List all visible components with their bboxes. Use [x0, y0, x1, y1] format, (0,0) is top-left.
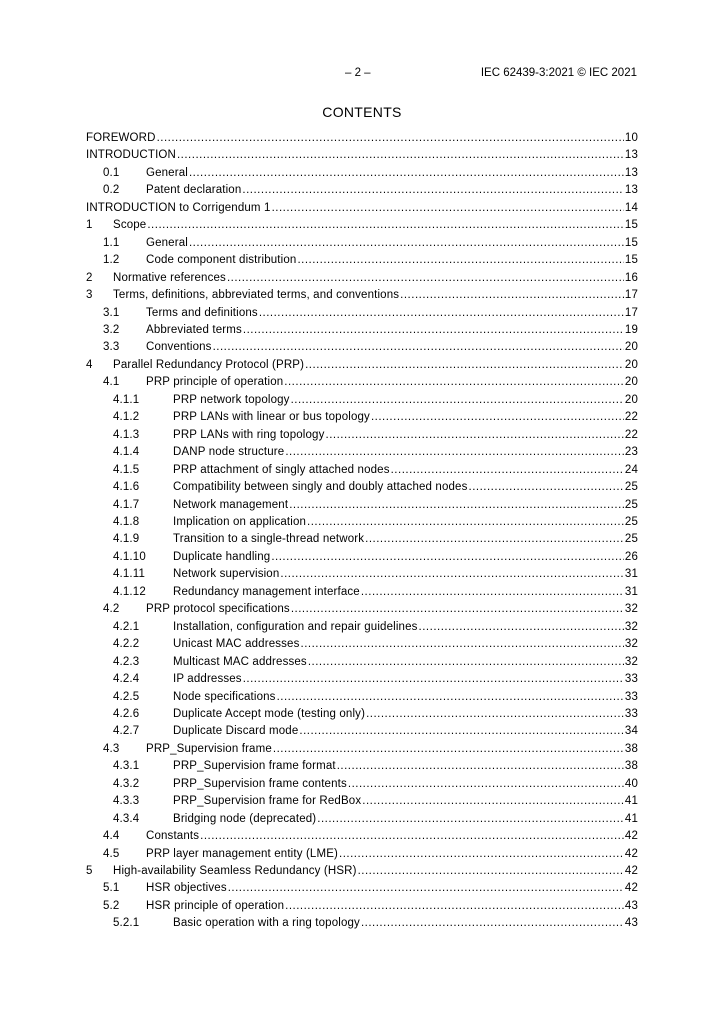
toc-entry-number: 4.1.4 — [113, 446, 140, 459]
toc-entry-number: 4.1.9 — [113, 533, 140, 546]
toc-entry-page: 10 — [624, 132, 638, 144]
toc-entry-title[interactable]: INTRODUCTION to Corrigendum 1 — [86, 201, 271, 214]
toc-entry-page: 24 — [624, 463, 638, 476]
toc-entry[interactable] — [86, 793, 638, 810]
toc-entry-page: 15 — [624, 236, 638, 249]
toc-entry[interactable] — [86, 497, 638, 514]
toc-entry-number: 4.2.1 — [113, 620, 140, 633]
toc-entry-number: 3 — [86, 289, 93, 302]
toc-entry-number: 4.1.1 — [113, 393, 140, 406]
toc-entry-page: 20 — [624, 341, 638, 354]
toc-entry-number: 3.1 — [103, 306, 120, 319]
toc-entry-page: 22 — [624, 411, 638, 424]
toc-entry-title[interactable]: DANP node structure — [173, 446, 285, 459]
toc-entry-number: 2 — [86, 271, 93, 284]
toc-entry-number: 4.1.2 — [113, 411, 140, 424]
toc-entry-page: 13 — [624, 166, 638, 179]
toc-entry-number: 4.1.11 — [113, 568, 146, 581]
toc-dot-leader — [200, 828, 624, 845]
toc-entry-title[interactable]: Transition to a single-thread network — [173, 533, 365, 546]
toc-entry-page: 25 — [624, 533, 638, 546]
toc-entry[interactable] — [86, 130, 638, 147]
toc-entry[interactable] — [86, 566, 638, 583]
toc-entry-page: 34 — [624, 725, 638, 738]
toc-entry-page: 15 — [624, 219, 638, 232]
toc-entry-title[interactable]: Implication on application — [173, 515, 307, 528]
toc-entry[interactable] — [86, 846, 638, 863]
toc-entry-title[interactable]: Duplicate Discard mode — [173, 725, 299, 738]
toc-entry-title[interactable]: FOREWORD — [86, 132, 156, 144]
toc-entry-page: 19 — [624, 323, 638, 336]
toc-dot-leader — [297, 252, 623, 269]
toc-entry-number: 4.1.6 — [113, 481, 140, 494]
toc-dot-leader — [305, 357, 624, 374]
toc-entry[interactable] — [86, 619, 638, 636]
toc-entry[interactable] — [86, 915, 638, 932]
toc-entry-title[interactable]: Constants — [146, 830, 200, 843]
toc-dot-leader — [147, 217, 624, 234]
table-of-contents — [86, 130, 638, 933]
toc-dot-leader — [272, 200, 624, 217]
toc-dot-leader — [317, 811, 624, 828]
toc-entry-page: 25 — [624, 481, 638, 494]
toc-entry-number: 4 — [86, 358, 93, 371]
toc-dot-leader — [280, 566, 624, 583]
toc-dot-leader — [157, 130, 624, 147]
toc-entry-number: 4.2 — [103, 603, 120, 616]
toc-entry-number: 4.3.4 — [113, 812, 140, 825]
toc-entry-number: 4.2.4 — [113, 673, 140, 686]
toc-entry-number: 4.4 — [103, 830, 120, 843]
toc-entry-title[interactable]: Duplicate Accept mode (testing only) — [173, 707, 366, 720]
toc-entry[interactable] — [86, 479, 638, 496]
toc-entry-title[interactable]: INTRODUCTION — [86, 149, 176, 162]
toc-dot-leader — [285, 898, 624, 915]
toc-entry[interactable] — [86, 549, 638, 566]
toc-entry-page: 40 — [624, 777, 638, 790]
toc-entry-number: 1.2 — [103, 254, 120, 267]
toc-entry-page: 17 — [624, 306, 638, 319]
toc-dot-leader — [362, 793, 624, 810]
toc-entry-number: 5 — [86, 865, 93, 878]
toc-entry-title[interactable]: PRP layer management entity (LME) — [146, 847, 339, 860]
toc-entry-page: 33 — [624, 690, 638, 703]
toc-entry[interactable] — [86, 217, 638, 234]
toc-entry-title[interactable]: Normative references — [113, 271, 226, 284]
toc-dot-leader — [227, 270, 624, 287]
toc-entry-number: 4.1.5 — [113, 463, 140, 476]
toc-entry-page: 32 — [624, 655, 638, 668]
toc-dot-leader — [243, 671, 624, 688]
toc-entry-title[interactable]: Patent declaration — [146, 184, 242, 197]
page-header — [0, 67, 724, 83]
toc-dot-leader — [243, 322, 624, 339]
toc-entry-number: 4.3 — [103, 742, 120, 755]
toc-entry[interactable] — [86, 531, 638, 548]
toc-entry-page: 41 — [624, 812, 638, 825]
toc-entry-number: 4.1.10 — [113, 550, 146, 563]
toc-entry-title[interactable]: PRP LANs with ring topology — [173, 428, 325, 441]
toc-dot-leader — [365, 531, 624, 548]
toc-entry-title[interactable]: HSR objectives — [146, 882, 227, 895]
toc-entry-title[interactable]: Abbreviated terms — [146, 323, 242, 336]
toc-entry-number: 4.2.6 — [113, 707, 140, 720]
toc-entry[interactable] — [86, 741, 638, 758]
toc-entry[interactable] — [86, 147, 638, 164]
toc-dot-leader — [213, 339, 624, 356]
toc-entry-title[interactable]: Parallel Redundancy Protocol (PRP) — [113, 358, 305, 371]
toc-entry-number: 0.2 — [103, 184, 120, 197]
toc-dot-leader — [361, 584, 624, 601]
toc-entry[interactable] — [86, 357, 638, 374]
toc-entry[interactable] — [86, 689, 638, 706]
toc-entry-number: 4.1.7 — [113, 498, 140, 511]
toc-entry-title[interactable]: Installation, configuration and repair guidelines — [173, 620, 418, 633]
toc-entry-title[interactable]: General — [146, 236, 188, 249]
toc-entry-number: 4.1.8 — [113, 515, 140, 528]
toc-entry-page: 38 — [624, 742, 638, 755]
toc-dot-leader — [337, 758, 624, 775]
toc-entry[interactable] — [86, 182, 638, 199]
toc-entry[interactable] — [86, 880, 638, 897]
toc-entry-page: 41 — [624, 795, 638, 808]
toc-dot-leader — [289, 497, 624, 514]
toc-entry-number: 1.1 — [103, 236, 120, 249]
toc-dot-leader — [371, 409, 624, 426]
toc-entry-page: 13 — [624, 184, 638, 197]
toc-entry-title[interactable]: Scope — [113, 219, 147, 232]
toc-entry-title[interactable]: PRP_Supervision frame for RedBox — [173, 795, 362, 808]
toc-entry-page: 20 — [624, 358, 638, 371]
toc-entry[interactable] — [86, 706, 638, 723]
toc-dot-leader — [284, 374, 624, 391]
toc-entry-title[interactable]: PRP protocol specifications — [146, 603, 290, 616]
toc-entry-number: 4.1.3 — [113, 428, 140, 441]
toc-entry-number: 3.3 — [103, 341, 120, 354]
toc-entry-page: 42 — [624, 830, 638, 843]
toc-dot-leader — [339, 846, 624, 863]
toc-entry-number: 4.1.12 — [113, 585, 146, 598]
toc-entry-number: 4.3.1 — [113, 760, 140, 773]
toc-entry[interactable] — [86, 235, 638, 252]
toc-entry[interactable] — [86, 863, 638, 880]
toc-entry-title[interactable]: Duplicate handling — [173, 550, 271, 563]
toc-entry-page: 43 — [624, 917, 638, 930]
toc-entry-page: 15 — [624, 254, 638, 267]
toc-entry-page: 25 — [624, 515, 638, 528]
toc-entry[interactable] — [86, 514, 638, 531]
toc-entry-number: 4.3.3 — [113, 795, 140, 808]
toc-dot-leader — [273, 741, 624, 758]
toc-entry-page: 26 — [624, 550, 638, 563]
toc-entry-page: 43 — [624, 899, 638, 912]
toc-entry-title[interactable]: PRP attachment of singly attached nodes — [173, 463, 390, 476]
toc-entry[interactable] — [86, 636, 638, 653]
toc-entry-page: 42 — [624, 865, 638, 878]
toc-entry-page: 42 — [624, 847, 638, 860]
toc-entry-number: 4.2.3 — [113, 655, 140, 668]
toc-entry-number: 3.2 — [103, 323, 120, 336]
toc-entry-title[interactable]: General — [146, 166, 188, 179]
page-number: – 2 – — [345, 67, 371, 79]
toc-entry[interactable] — [86, 409, 638, 426]
toc-entry-number: 5.2 — [103, 899, 120, 912]
toc-entry-title[interactable]: High-availability Seamless Redundancy (HSR) — [113, 865, 357, 878]
toc-entry-title[interactable]: Unicast MAC addresses — [173, 638, 300, 651]
toc-entry-page: 20 — [624, 376, 638, 389]
toc-entry-number: 4.1 — [103, 376, 120, 389]
toc-entry-title[interactable]: PRP_Supervision frame format — [173, 760, 336, 773]
toc-entry-page: 31 — [624, 585, 638, 598]
toc-entry-title[interactable]: Node specifications — [173, 690, 276, 703]
toc-entry[interactable] — [86, 339, 638, 356]
toc-entry-title[interactable]: PRP principle of operation — [146, 376, 284, 389]
toc-dot-leader — [326, 427, 624, 444]
toc-entry-page: 13 — [624, 149, 638, 162]
toc-entry[interactable] — [86, 584, 638, 601]
toc-entry-number: 4.2.2 — [113, 638, 140, 651]
document-reference: IEC 62439-3:2021 © IEC 2021 — [480, 67, 637, 79]
toc-entry-number: 4.3.2 — [113, 777, 140, 790]
toc-dot-leader — [189, 165, 624, 182]
toc-entry[interactable] — [86, 601, 638, 618]
toc-entry-title[interactable]: Redundancy management interface — [173, 585, 360, 598]
toc-entry-number: 1 — [86, 219, 93, 232]
toc-entry-title[interactable]: Multicast MAC addresses — [173, 655, 307, 668]
toc-dot-leader — [400, 287, 624, 304]
toc-entry-page: 14 — [624, 201, 638, 214]
toc-entry-page: 33 — [624, 707, 638, 720]
page-title: CONTENTS — [322, 104, 402, 120]
toc-entry-title[interactable]: PRP_Supervision frame — [146, 742, 272, 755]
toc-entry-title[interactable]: Basic operation with a ring topology — [173, 917, 360, 930]
toc-entry[interactable] — [86, 654, 638, 671]
toc-entry-title[interactable]: HSR principle of operation — [146, 899, 285, 912]
toc-entry[interactable] — [86, 165, 638, 182]
toc-dot-leader — [358, 863, 624, 880]
toc-entry-page: 42 — [624, 882, 638, 895]
toc-entry[interactable] — [86, 287, 638, 304]
toc-entry-title[interactable]: IP addresses — [173, 673, 242, 686]
toc-entry-number: 4.2.5 — [113, 690, 140, 703]
toc-entry[interactable] — [86, 671, 638, 688]
toc-entry[interactable] — [86, 427, 638, 444]
toc-dot-leader — [228, 880, 624, 897]
toc-entry-page: 32 — [624, 620, 638, 633]
toc-entry-page: 17 — [624, 289, 638, 302]
toc-entry-page: 33 — [624, 673, 638, 686]
toc-dot-leader — [277, 689, 624, 706]
toc-dot-leader — [291, 601, 624, 618]
toc-entry[interactable] — [86, 758, 638, 775]
toc-entry[interactable] — [86, 828, 638, 845]
toc-entry-title[interactable]: Code component distribution — [146, 254, 297, 267]
toc-dot-leader — [391, 462, 624, 479]
toc-dot-leader — [419, 619, 624, 636]
toc-entry-number: 0.1 — [103, 166, 120, 179]
toc-dot-leader — [189, 235, 624, 252]
toc-dot-leader — [291, 392, 624, 409]
toc-entry[interactable] — [86, 462, 638, 479]
toc-entry-title[interactable]: Bridging node (deprecated) — [173, 812, 317, 825]
toc-entry-page: 32 — [624, 638, 638, 651]
toc-entry[interactable] — [86, 200, 638, 217]
toc-entry-title[interactable]: Conventions — [146, 341, 212, 354]
toc-entry-title[interactable]: Network management — [173, 498, 289, 511]
toc-entry-title[interactable]: PRP_Supervision frame contents — [173, 777, 347, 790]
toc-entry-page: 22 — [624, 428, 638, 441]
toc-dot-leader — [177, 147, 624, 164]
toc-entry[interactable] — [86, 305, 638, 322]
toc-entry-title[interactable]: Terms and definitions — [146, 306, 258, 319]
toc-dot-leader — [259, 305, 624, 322]
toc-entry-page: 31 — [624, 568, 638, 581]
toc-entry[interactable] — [86, 392, 638, 409]
toc-entry[interactable] — [86, 898, 638, 915]
toc-entry-number: 5.1 — [103, 882, 120, 895]
toc-entry-title[interactable]: Terms, definitions, abbreviated terms, and conventions — [113, 289, 400, 302]
toc-dot-leader — [301, 636, 624, 653]
toc-entry-page: 20 — [624, 393, 638, 406]
toc-entry-page: 23 — [624, 446, 638, 459]
toc-dot-leader — [308, 654, 624, 671]
toc-entry[interactable] — [86, 270, 638, 287]
toc-entry-number: 5.2.1 — [113, 917, 140, 930]
toc-dot-leader — [307, 514, 624, 531]
toc-dot-leader — [361, 915, 624, 932]
toc-entry-page: 32 — [624, 603, 638, 616]
toc-entry-title[interactable]: Network supervision — [173, 568, 280, 581]
toc-entry-title[interactable]: PRP network topology — [173, 393, 290, 406]
toc-dot-leader — [469, 479, 624, 496]
toc-entry-number: 4.5 — [103, 847, 120, 860]
toc-entry-title[interactable]: Compatibility between singly and doubly attached nodes — [173, 481, 468, 494]
toc-dot-leader — [285, 444, 624, 461]
toc-entry[interactable] — [86, 252, 638, 269]
toc-entry[interactable] — [86, 723, 638, 740]
toc-entry-title[interactable]: PRP LANs with linear or bus topology — [173, 411, 370, 424]
toc-entry[interactable] — [86, 374, 638, 391]
toc-entry-page: 38 — [624, 760, 638, 773]
toc-entry[interactable] — [86, 322, 638, 339]
toc-entry-page: 16 — [624, 271, 638, 284]
toc-entry[interactable] — [86, 776, 638, 793]
toc-dot-leader — [366, 706, 624, 723]
toc-entry-page: 25 — [624, 498, 638, 511]
toc-dot-leader — [299, 723, 624, 740]
toc-dot-leader — [242, 182, 624, 199]
toc-entry-number: 4.2.7 — [113, 725, 140, 738]
toc-entry[interactable] — [86, 811, 638, 828]
toc-dot-leader — [271, 549, 624, 566]
toc-entry[interactable] — [86, 444, 638, 461]
toc-dot-leader — [348, 776, 624, 793]
